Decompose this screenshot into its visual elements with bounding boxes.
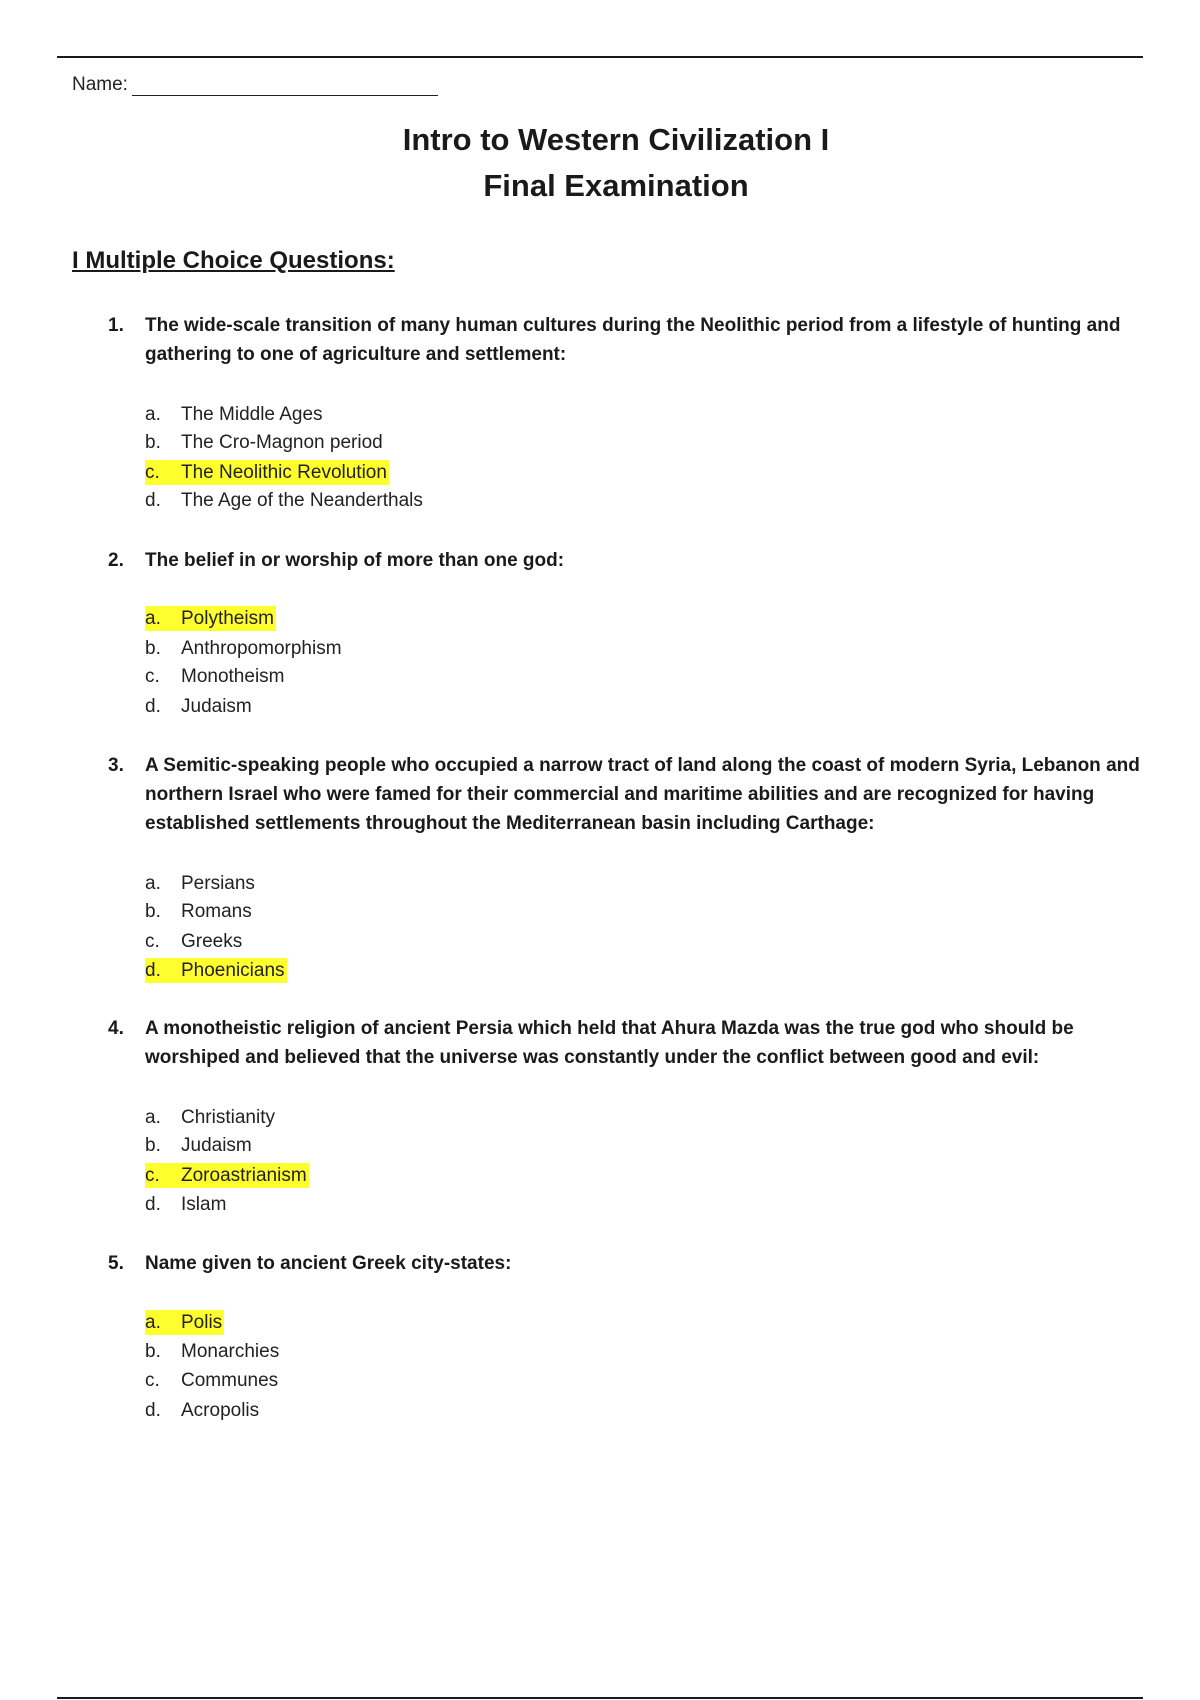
option-3d-correct (145, 958, 287, 983)
option-letter: c. (145, 931, 160, 952)
option-5d (145, 1398, 261, 1423)
option-letter: d. (145, 490, 161, 511)
option-letter: d. (145, 1194, 161, 1215)
option-text: Judaism (181, 696, 252, 717)
option-2a-correct (145, 606, 276, 631)
question-number: 4. (108, 1018, 124, 1039)
option-text: Islam (181, 1194, 227, 1215)
question-text: A monotheistic religion of ancient Persia which held that Ahura Mazda was the true god who should be worshiped and believed that the universe was constantly under the conflict between good and evil: (145, 1018, 1074, 1068)
top-rule (57, 56, 1143, 58)
option-text: Communes (181, 1370, 279, 1391)
option-letter: d. (145, 1400, 161, 1421)
option-letter: a. (145, 404, 161, 425)
option-4c-correct (145, 1163, 309, 1188)
option-letter: b. (145, 901, 161, 922)
option-2b (145, 636, 344, 661)
option-letter: a. (145, 608, 161, 629)
option-text: The Middle Ages (181, 404, 323, 425)
option-text: Acropolis (181, 1400, 260, 1421)
option-5b (145, 1339, 281, 1364)
option-5c (145, 1368, 280, 1393)
option-letter: b. (145, 638, 161, 659)
option-4b (145, 1133, 254, 1158)
option-letter: c. (145, 1165, 160, 1186)
option-text: Zoroastrianism (181, 1165, 307, 1186)
option-text: Greeks (181, 931, 243, 952)
section-heading: I Multiple Choice Questions: (72, 247, 395, 274)
question-number: 2. (108, 550, 124, 571)
option-text: Christianity (181, 1107, 275, 1128)
option-5a-correct (145, 1310, 224, 1335)
question-text: The wide-scale transition of many human cultures during the Neolithic period from a lifestyle of hunting and gathering to one of agriculture and settlement: (145, 315, 1121, 365)
question-1 (108, 311, 1166, 369)
option-1d (145, 488, 425, 513)
option-letter: c. (145, 666, 160, 687)
option-letter: a. (145, 873, 161, 894)
question-number: 3. (108, 755, 124, 776)
option-text: Phoenicians (181, 960, 285, 981)
question-number: 5. (108, 1253, 124, 1274)
option-letter: b. (145, 1341, 161, 1362)
question-2 (108, 546, 1166, 575)
question-text: The belief in or worship of more than one god: (145, 550, 565, 571)
bottom-rule (57, 1697, 1143, 1699)
option-letter: a. (145, 1107, 161, 1128)
name-label: Name: (72, 74, 128, 95)
option-1c-correct (145, 460, 389, 485)
option-4d (145, 1192, 228, 1217)
question-text: A Semitic-speaking people who occupied a narrow tract of land along the coast of modern Syria, Lebanon and northern Israel who were famed for their commercial and maritime abilities and are recognized for having established settlements throughout the Mediterranean basin including Carthage: (145, 755, 1140, 834)
option-text: Monarchies (181, 1341, 280, 1362)
option-2d (145, 694, 254, 719)
exam-title: Intro to Western Civilization I (402, 122, 830, 157)
option-3a (145, 871, 257, 896)
exam-subtitle: Final Examination (483, 168, 749, 203)
option-letter: b. (145, 432, 161, 453)
option-1b (145, 430, 385, 455)
option-4a (145, 1105, 277, 1130)
question-5 (108, 1249, 1166, 1278)
option-letter: b. (145, 1135, 161, 1156)
option-3b (145, 899, 254, 924)
option-letter: a. (145, 1312, 161, 1333)
option-text: Romans (181, 901, 252, 922)
name-blank-line (132, 75, 438, 96)
option-text: The Neolithic Revolution (181, 462, 387, 483)
option-text: Polytheism (181, 608, 274, 629)
question-number: 1. (108, 315, 124, 336)
option-text: The Cro-Magnon period (181, 432, 383, 453)
option-text: Anthropomorphism (181, 638, 342, 659)
option-text: Judaism (181, 1135, 252, 1156)
option-text: Polis (181, 1312, 223, 1333)
question-text: Name given to ancient Greek city-states: (145, 1253, 512, 1274)
question-3 (108, 751, 1166, 838)
option-letter: d. (145, 696, 161, 717)
option-3c (145, 929, 244, 954)
option-text: Persians (181, 873, 255, 894)
name-field (72, 74, 438, 96)
option-text: Monotheism (181, 666, 285, 687)
option-text: The Age of the Neanderthals (181, 490, 423, 511)
option-letter: c. (145, 1370, 160, 1391)
question-4 (108, 1014, 1166, 1072)
option-2c (145, 664, 287, 689)
option-letter: d. (145, 960, 161, 981)
option-1a (145, 402, 325, 427)
option-letter: c. (145, 462, 160, 483)
